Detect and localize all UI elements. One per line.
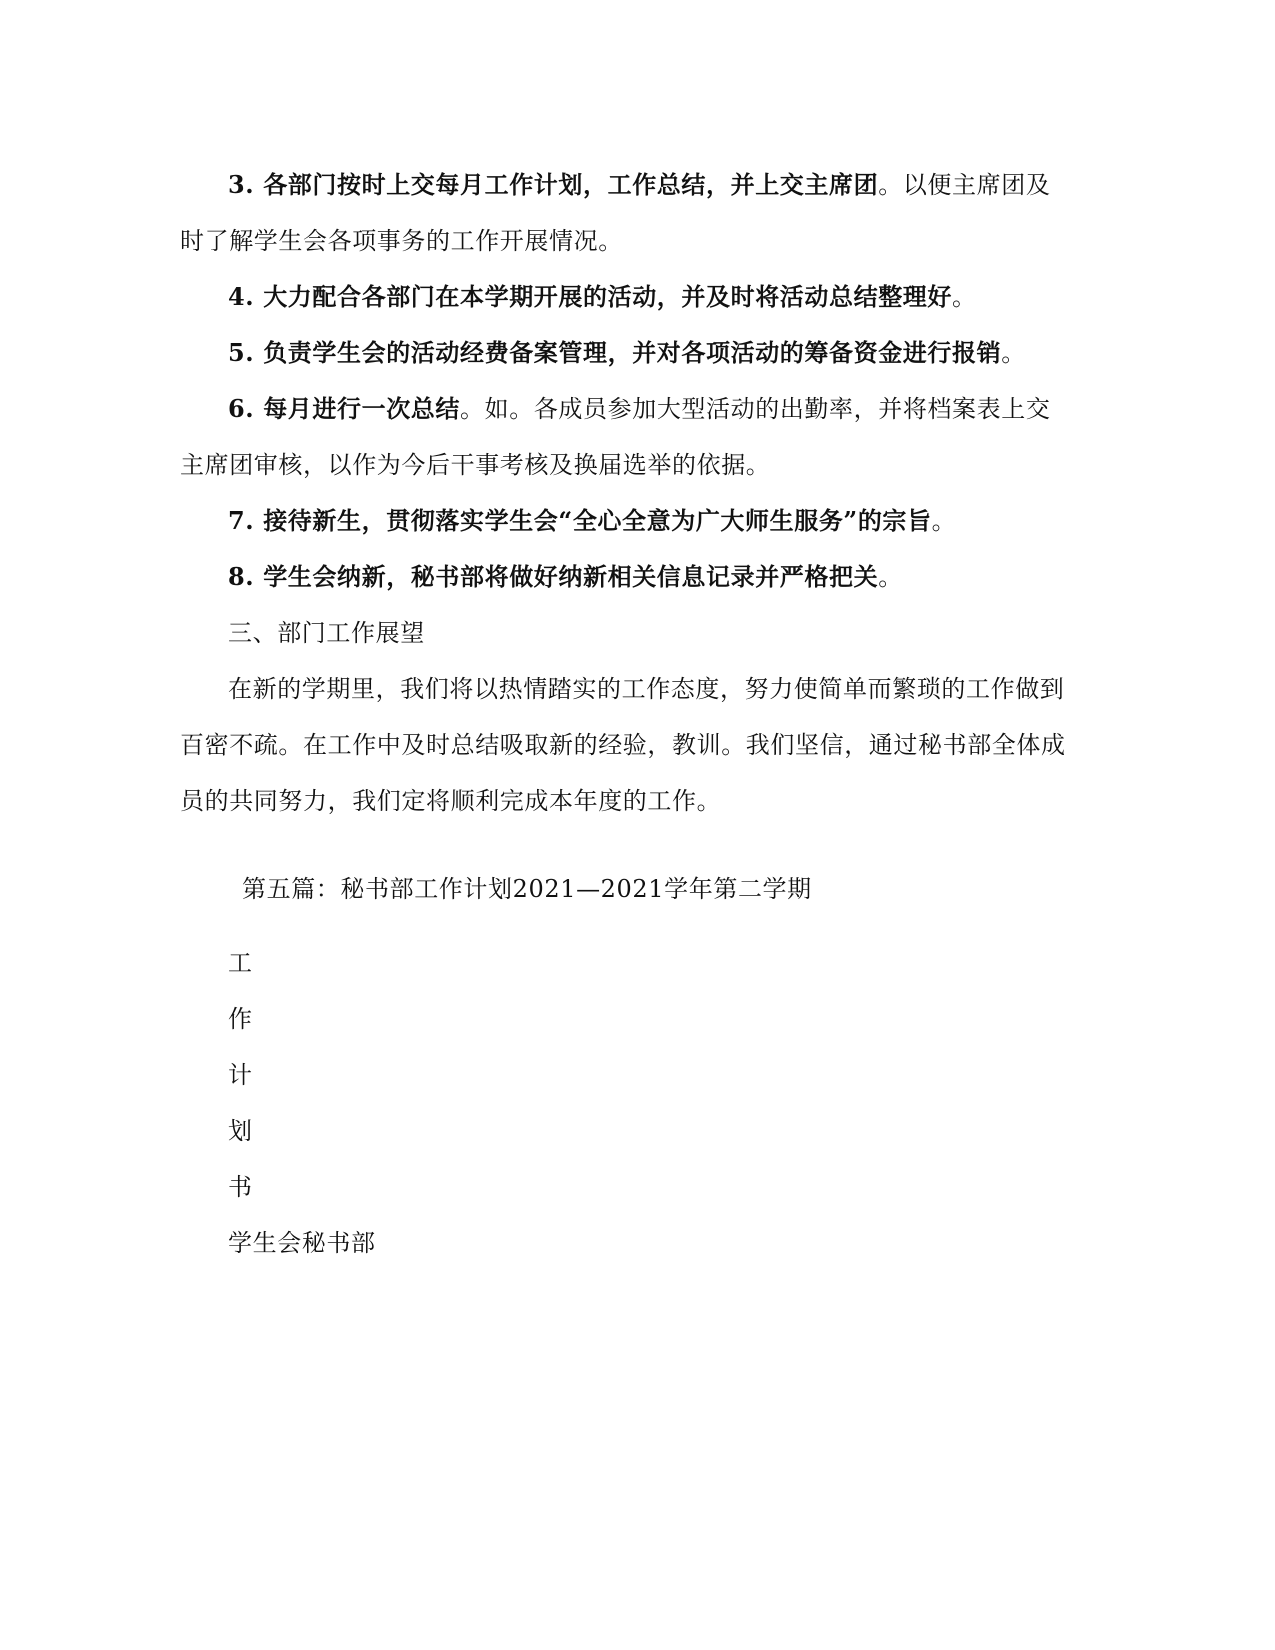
outlook-line-2: 百密不疏。在工作中及时总结吸取新的经验，教训。我们坚信，通过秘书部全体成 bbox=[180, 731, 1066, 759]
item-8-line bbox=[228, 562, 903, 592]
vertical-title-char: 划 bbox=[228, 1117, 253, 1145]
item-7-bold-text: 7. 接待新生，贯彻落实学生会“全心全意为广大师生服务”的宗旨 bbox=[228, 506, 932, 535]
item-7-line bbox=[228, 506, 956, 536]
department-name: 学生会秘书部 bbox=[228, 1229, 376, 1257]
item-5-normal-text: 。 bbox=[1001, 339, 1026, 367]
item-3-line-2: 时了解学生会各项事务的工作开展情况。 bbox=[180, 227, 623, 255]
item-3-line-1 bbox=[228, 170, 1050, 200]
item-8-bold-text: 8. 学生会纳新，秘书部将做好纳新相关信息记录并严格把关 bbox=[228, 562, 879, 591]
outlook-line-1: 在新的学期里，我们将以热情踏实的工作态度，努力使简单而繁琐的工作做到 bbox=[228, 675, 1065, 703]
section-heading: 三、部门工作展望 bbox=[228, 619, 425, 647]
item-3-normal-text: 。以便主席团及 bbox=[878, 171, 1051, 199]
item-4-normal-text: 。 bbox=[952, 283, 977, 311]
vertical-title-char: 作 bbox=[228, 1005, 253, 1033]
item-4-bold-text: 4. 大力配合各部门在本学期开展的活动，并及时将活动总结整理好 bbox=[228, 282, 953, 311]
item-5-bold-text: 5. 负责学生会的活动经费备案管理，并对各项活动的筹备资金进行报销 bbox=[228, 338, 1002, 367]
item-6-line-1 bbox=[228, 394, 1050, 424]
item-6-normal-text: 。如。各成员参加大型活动的出勤率，并将档案表上交 bbox=[460, 395, 1051, 423]
item-5-line bbox=[228, 338, 1026, 368]
item-8-normal-text: 。 bbox=[878, 563, 903, 591]
item-7-normal-text: 。 bbox=[931, 507, 957, 535]
item-4-line bbox=[228, 282, 977, 312]
vertical-title-char: 书 bbox=[228, 1173, 253, 1201]
item-6-line-2: 主席团审核，以作为今后干事考核及换届选举的依据。 bbox=[180, 451, 771, 479]
item-6-bold-text: 6. 每月进行一次总结 bbox=[228, 394, 461, 423]
vertical-title-char: 工 bbox=[228, 949, 253, 977]
chapter-title: 第五篇：秘书部工作计划2021—2021学年第二学期 bbox=[242, 875, 812, 903]
vertical-title-char: 计 bbox=[228, 1061, 253, 1089]
item-3-bold-text: 3. 各部门按时上交每月工作计划，工作总结，并上交主席团 bbox=[228, 170, 879, 199]
outlook-line-3: 员的共同努力，我们定将顺利完成本年度的工作。 bbox=[180, 787, 722, 815]
